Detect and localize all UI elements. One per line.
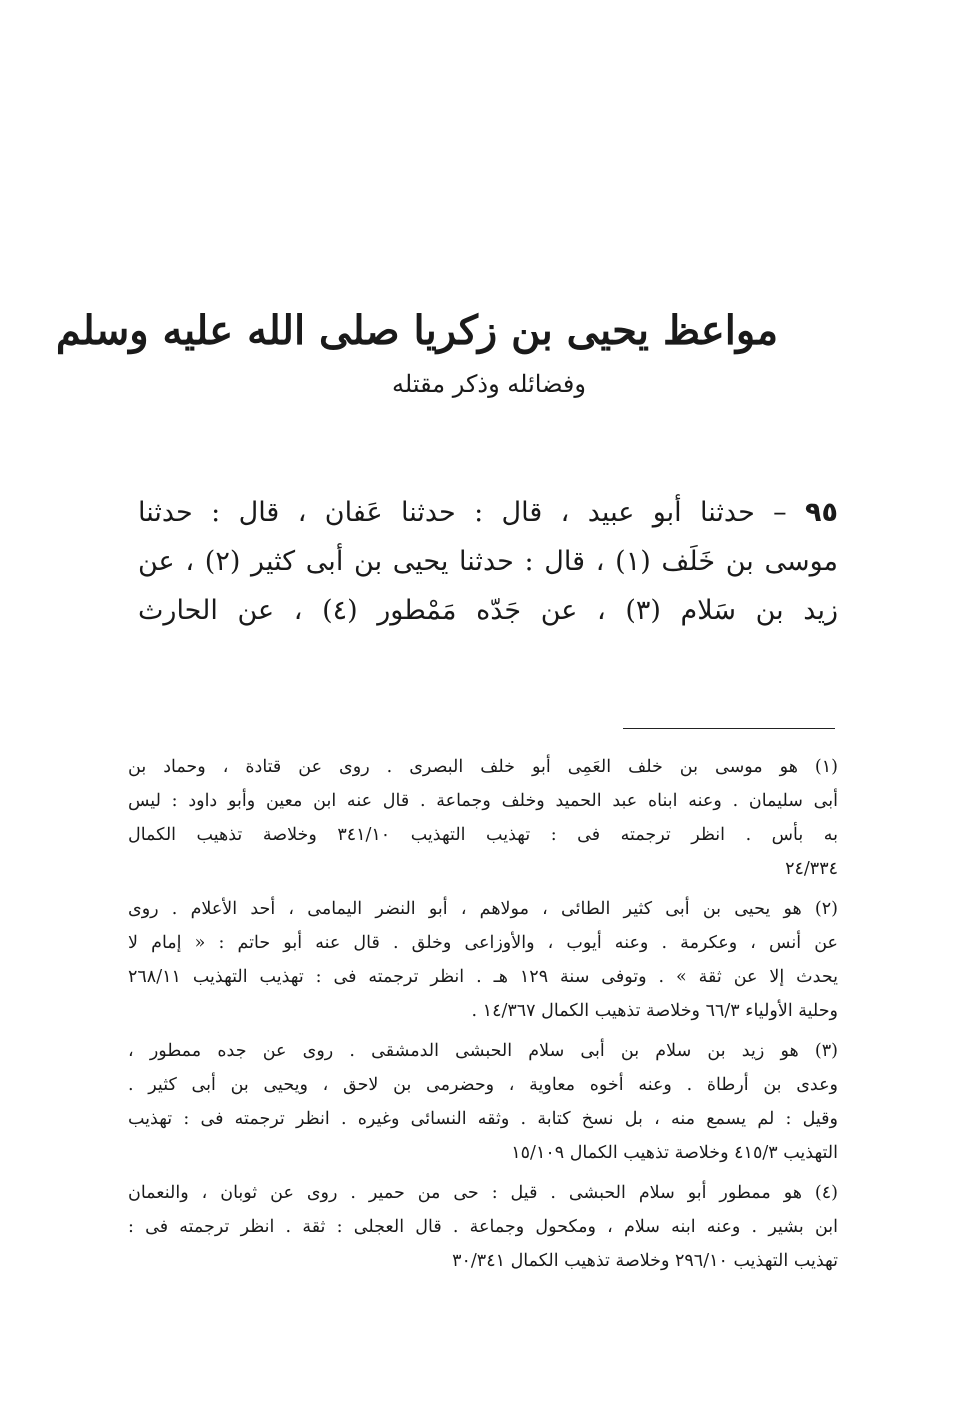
footnote-line: (٤) هو ممطور أبو سلام الحبشى . قيل : حى من حمير . روى عن ثوبان ، والنعمان [128, 1183, 838, 1203]
section-title: مواعظ يحيى بن زكريا صلى الله عليه وسلم [55, 307, 778, 354]
footnotes [128, 750, 838, 1284]
footnote-line: يحدث إلا عن ثقة » . وتوفى سنة ١٢٩ هـ . انظر ترجمته فى : تهذيب التهذيب ٢٦٨/١١ [128, 967, 838, 987]
footnote-divider [623, 728, 835, 729]
footnote-line: عن أنس ، وعكرمة . وعنه أيوب ، والأوزاعى وخلق . قال عنه أبو حاتم : « إمام لا [128, 933, 838, 953]
footnote-line: ٢٤/٣٣٤ [785, 859, 838, 879]
hadith-text [138, 488, 838, 635]
hadith-line-3: زيد بن سَلام (٣) ، عن جَدّه مَمْطور (٤) ، عن الحارث [138, 595, 839, 626]
footnote-line: (١) هو موسى بن خلف العَمِى أبو خلف البصرى . روى عن قتادة ، وحماد بن [128, 757, 838, 777]
hadith-line-1-text: – حدثنا أبو عبيد ، قال : حدثنا عَفان ، قال : حدثنا [138, 497, 787, 528]
footnote-line: وحلية الأولياء ٦٦/٣ وخلاصة تذهيب الكمال ١٤/٣٦٧ . [471, 1001, 838, 1021]
footnote-line: أبى سليمان . وعنه ابناه عبد الحميد وخلف وجماعة . قال عنه ابن معين وأبو داود : ليس [128, 791, 838, 811]
footnote-line: وعدى بن أرطاة . وعنه أخوه معاوية ، وحضرمى بن لاحق ، ويحيى بن أبى كثير . [128, 1075, 838, 1095]
hadith-number: ٩٥ [805, 497, 838, 528]
footnote-1 [128, 750, 838, 886]
footnote-line: تهذيب التهذيب ٢٩٦/١٠ وخلاصة تذهيب الكمال ٣٠/٣٤١ [452, 1251, 838, 1271]
footnote-2 [128, 892, 838, 1028]
hadith-line-1 [138, 488, 838, 537]
footnote-line: ابن بشير . وعنه ابنه سلام ، ومكحول وجماعة . قال العجلى : ثقة . انظر ترجمته فى : [128, 1217, 838, 1237]
section-subtitle: وفضائله وذكر مقتله [392, 370, 586, 398]
section-heading [55, 300, 778, 404]
footnote-line: التهذيب ٤١٥/٣ وخلاصة تذهيب الكمال ١٥/١٠٩ [511, 1143, 838, 1163]
footnote-line: به بأس . انظر ترجمته فى : تهذيب التهذيب ٣٤١/١٠ وخلاصة تذهيب الكمال [128, 825, 838, 845]
footnote-4 [128, 1176, 838, 1278]
footnote-line: (٣) هو زيد بن سلام بن أبى سلام الحبشى الدمشقى . روى عن جده ممطور ، [128, 1041, 838, 1061]
footnote-line: (٢) هو يحيى بن أبى كثير الطائى ، مولاهم ، أبو النضر اليمامى ، أحد الأعلام . روى [128, 899, 838, 919]
footnote-3 [128, 1034, 838, 1170]
footnote-line: وقيل : لم يسمع منه ، بل نسخ كتابة . وثقه النسائى وغيره . انظر ترجمته فى : تهذيب [128, 1109, 838, 1129]
hadith-line-2: موسى بن خَلَف (١) ، قال : حدثنا يحيى بن أبى كثير (٢) ، عن [138, 546, 839, 577]
